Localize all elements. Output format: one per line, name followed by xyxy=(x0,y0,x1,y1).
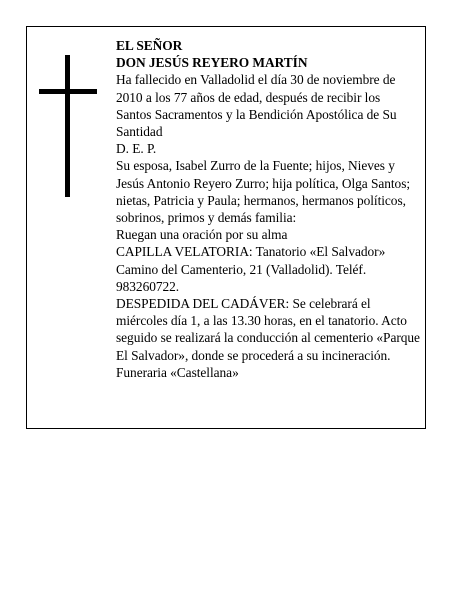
obituary-notice xyxy=(26,26,426,429)
notice-line: El Salvador», donde se procederá a su incineración. xyxy=(116,347,391,363)
notice-text xyxy=(116,37,426,381)
notice-line: Su esposa, Isabel Zurro de la Fuente; hijos, Nieves y xyxy=(116,158,395,174)
notice-line: sobrinos, primos y demás familia: xyxy=(116,210,297,226)
notice-line: DESPEDIDA DEL CADÁVER: Se celebrará el xyxy=(116,296,371,312)
notice-line: Santidad xyxy=(116,124,163,140)
cross-vertical-bar xyxy=(65,55,70,197)
notice-line: D. E. P. xyxy=(116,141,157,157)
notice-line: Jesús Antonio Reyero Zurro; hija política, Olga Santos; xyxy=(116,175,411,191)
notice-line: Ha fallecido en Valladolid el día 30 de noviembre de xyxy=(116,72,396,88)
notice-line: seguido se realizará la conducción al cementerio «Parque xyxy=(116,330,420,346)
notice-line: Santos Sacramentos y la Bendición Apostólica de Su xyxy=(116,106,397,122)
notice-line: CAPILLA VELATORIA: Tanatorio «El Salvador» xyxy=(116,244,386,260)
cross-icon xyxy=(39,55,97,197)
deceased-name: DON JESÚS REYERO MARTÍN xyxy=(116,55,308,71)
notice-line: 983260722. xyxy=(116,278,180,294)
notice-line: Ruegan una oración por su alma xyxy=(116,227,288,243)
cross-horizontal-bar xyxy=(39,89,97,94)
notice-line: 2010 a los 77 años de edad, después de recibir los xyxy=(116,89,381,105)
notice-line: Camino del Camenterio, 21 (Valladolid). Teléf. xyxy=(116,261,367,277)
title-line-1: EL SEÑOR xyxy=(116,38,183,53)
notice-line: miércoles día 1, a las 13.30 horas, en el tanatorio. Acto xyxy=(116,313,407,329)
notice-line: nietas, Patricia y Paula; hermanos, hermanos políticos, xyxy=(116,192,406,208)
notice-line: Funeraria «Castellana» xyxy=(116,364,239,380)
